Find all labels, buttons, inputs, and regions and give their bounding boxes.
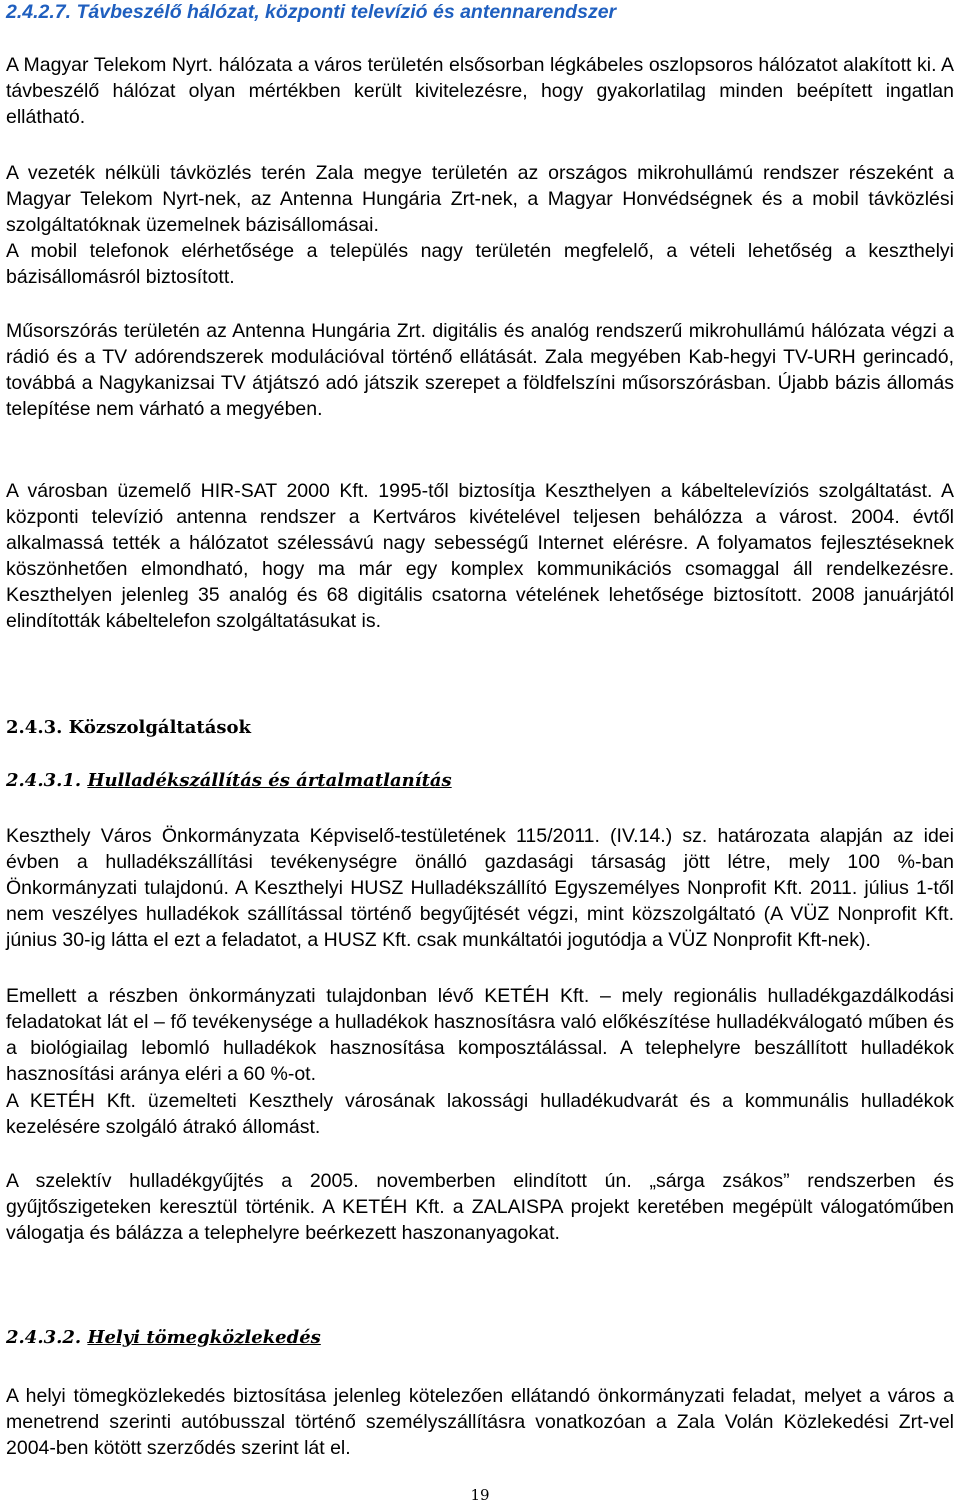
paragraph-selective-collection: A szelektív hulladékgyűjtés a 2005. novemberben elindított ún. „sárga zsákos” rendszerben és gyűjtőszigeteken keresztül történik. A KETÉH Kft. a ZALAISPA projekt keretében megépült válogatóműben válogatja és bálázza a telephelyre beérkezett haszonanyagokat.: [6, 1170, 954, 1244]
paragraph-waste-company: Keszthely Város Önkormányzata Képviselő-testületének 115/2011. (IV.14.) sz. határozata alapján az idei évben a hulladékszállítási tevékenységre önálló gazdasági társaság jött létre, mely 100 %-ban Önkormányzati tulajdonú. A Keszthelyi HUSZ Hulladékszállító Egyszemélyes Nonprofit Kft. 2011. július 1-től nem veszélyes hulladékok szállítással történő begyűjtését végzi, mint közszolgáltató (A VÜZ Nonprofit Kft. június 30-ig látta el ezt a feladatot, a HUSZ Kft. csak munkáltatói jogutódja a VÜZ Nonprofit Kft-nek).: [6, 825, 954, 951]
section-title: Hulladékszállítás és ártalmatlanítás: [87, 770, 452, 791]
paragraph-keteh-yard: A KETÉH Kft. üzemelteti Keszthely városának lakossági hulladékudvarát és a kommunális hulladékok kezelésére szolgáló átrakó állomást.: [6, 1090, 954, 1138]
paragraph-broadcasting: Műsorszórás területén az Antenna Hungária Zrt. digitális és analóg rendszerű mikrohullámú hálózata végzi a rádió és a TV adórendszerek modulációval történő ellátását. Zala megyében Kab-hegyi TV-URH gerincadó, továbbá a Nagykanizsai TV átjátszó adó játszik szerepet a földfelszíni műsorszórásban. Újabb bázis állomás telepítése nem várható a megyében.: [6, 320, 954, 420]
section-heading-2427: [6, 0, 616, 24]
paragraph-wireless: A vezeték nélküli távközlés terén Zala megye területén az országos mikrohullámú rendszer részeként a Magyar Telekom Nyrt-nek, az Antenna Hungária Zrt-nek, a Magyar Honvédségnek és a mobil távközlési szolgáltatóknak üzemelnek bázisállomásai.: [6, 162, 954, 236]
paragraph-cable-tv: A városban üzemelő HIR-SAT 2000 Kft. 1995-től biztosítja Keszthelyen a kábeltelevíziós szolgáltatást. A központi televízió antenna rendszer a Kertváros kivételével teljesen behálózza a várost. 2004. évtől alkalmassá tették a hálózatot szélessávú nagy sebességű Internet elérésre. A folyamatos fejlesztéseknek köszönhetően elmondható, hogy ma már egy komplex kommunikációs csomaggal áll rendelkezésre. Keszthelyen jelenleg 35 analóg és 68 digitális csatorna vételének lehetősége biztosított. 2008 januárjától elindították kábeltelefon szolgáltatásukat is.: [6, 480, 954, 632]
section-number: 2.4.3.2.: [6, 1327, 82, 1348]
section-number: 2.4.3.1.: [6, 770, 82, 791]
paragraph-telekom-network: A Magyar Telekom Nyrt. hálózata a város területén elsősorban légkábeles oszlopsoros hálózatot alakított ki. A távbeszélő hálózat olyan mértékben került kivitelezésre, hogy gyakorlatilag minden beépített ingatlan ellátható.: [6, 54, 954, 128]
paragraph-public-transport: A helyi tömegközlekedés biztosítása jelenleg kötelezően ellátandó önkormányzati feladat, melyet a város a menetrend szerinti autóbusszal történő személyszállításra vonatkozóan a Zala Volán Közlekedési Zrt-vel 2004-ben kötött szerződés szerint lát el.: [6, 1385, 954, 1459]
paragraph-mobile-coverage: A mobil telefonok elérhetősége a település nagy területén megfelelő, a vételi lehetőség a keszthelyi bázisállomásról biztosított.: [6, 240, 954, 288]
section-heading-243: 2.4.3. Közszolgáltatások: [6, 717, 251, 738]
section-number: 2.4.2.7.: [6, 1, 72, 23]
section-title: Távbeszélő hálózat, központi televízió és antennarendszer: [76, 1, 617, 23]
section-heading-2431: [6, 769, 452, 793]
section-heading-2432: [6, 1326, 321, 1350]
page-number: 19: [470, 1486, 490, 1504]
section-title: Helyi tömegközlekedés: [87, 1327, 321, 1348]
paragraph-keteh: Emellett a részben önkormányzati tulajdonban lévő KETÉH Kft. – mely regionális hulladékgazdálkodási feladatokat lát el – fő tevékenysége a hulladékok hasznosításra való előkészítése hulladékválogató műben és a biológiailag lebomló hulladékok hasznosítása komposztálással. A telephelyre beszállított hulladékok hasznosítási aránya eléri a 60 %-ot.: [6, 985, 954, 1085]
